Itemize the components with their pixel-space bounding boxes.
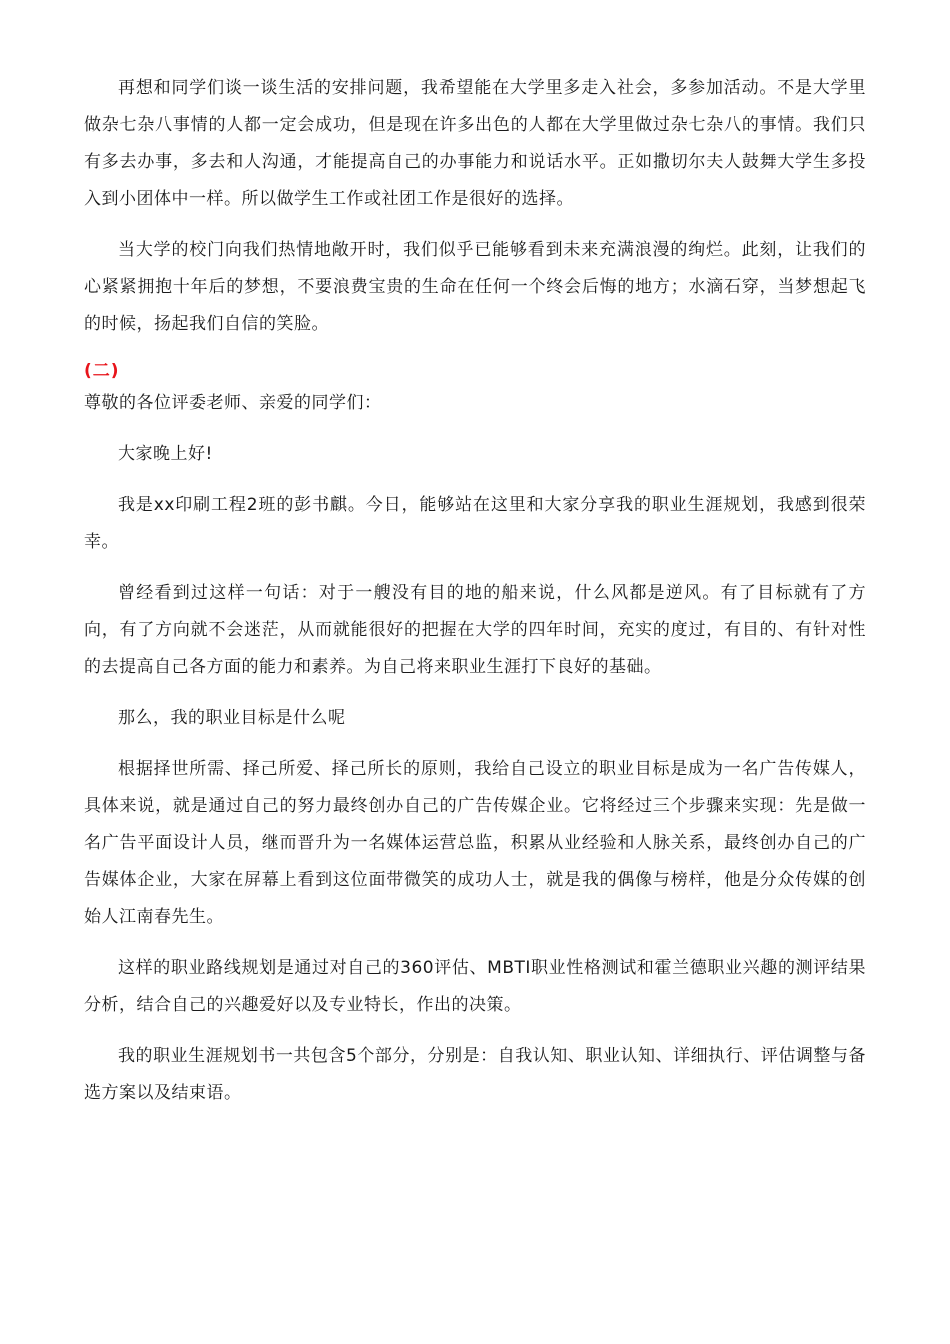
- paragraph: 我是xx印刷工程2班的彭书麒。今日，能够站在这里和大家分享我的职业生涯规划，我感到很荣幸。: [84, 495, 866, 552]
- paragraph: 曾经看到过这样一句话：对于一艘没有目的地的船来说，什么风都是逆风。有了目标就有了方向，有了方向就不会迷茫，从而就能很好的把握在大学的四年时间，充实的度过，有目的、有针对性的去提高自己各方面的能力和素养。为自己将来职业生涯打下良好的基础。: [84, 583, 866, 677]
- paragraph: 我的职业生涯规划书一共包含5个部分，分别是：自我认知、职业认知、详细执行、评估调整与备选方案以及结束语。: [84, 1046, 866, 1103]
- document-page: [84, 70, 866, 1126]
- paragraph: 这样的职业路线规划是通过对自己的360评估、MBTI职业性格测试和霍兰德职业兴趣的测评结果分析，结合自己的兴趣爱好以及专业特长，作出的决策。: [84, 958, 866, 1015]
- paragraph: 大家晚上好!: [118, 444, 213, 464]
- section-heading: (二): [84, 361, 120, 381]
- paragraph: 根据择世所需、择己所爱、择己所长的原则，我给自己设立的职业目标是成为一名广告传媒人，具体来说，就是通过自己的努力最终创办自己的广告传媒企业。它将经过三个步骤来实现：先是做一名广告平面设计人员，继而晋升为一名媒体运营总监，积累从业经验和人脉关系，最终创办自己的广告媒体企业，大家在屏幕上看到这位面带微笑的成功人士，就是我的偶像与榜样，他是分众传媒的创始人江南春先生。: [84, 759, 866, 927]
- paragraph: 那么，我的职业目标是什么呢: [118, 708, 346, 728]
- salutation: 尊敬的各位评委老师、亲爱的同学们：: [84, 393, 382, 413]
- paragraph: 当大学的校门向我们热情地敞开时，我们似乎已能够看到未来充满浪漫的绚烂。此刻，让我们的心紧紧拥抱十年后的梦想，不要浪费宝贵的生命在任何一个终会后悔的地方；水滴石穿，当梦想起飞的时候，扬起我们自信的笑脸。: [84, 240, 866, 334]
- paragraph: 再想和同学们谈一谈生活的安排问题，我希望能在大学里多走入社会，多参加活动。不是大学里做杂七杂八事情的人都一定会成功，但是现在许多出色的人都在大学里做过杂七杂八的事情。我们只有多去办事，多去和人沟通，才能提高自己的办事能力和说话水平。正如撒切尔夫人鼓舞大学生多投入到小团体中一样。所以做学生工作或社团工作是很好的选择。: [84, 78, 866, 209]
